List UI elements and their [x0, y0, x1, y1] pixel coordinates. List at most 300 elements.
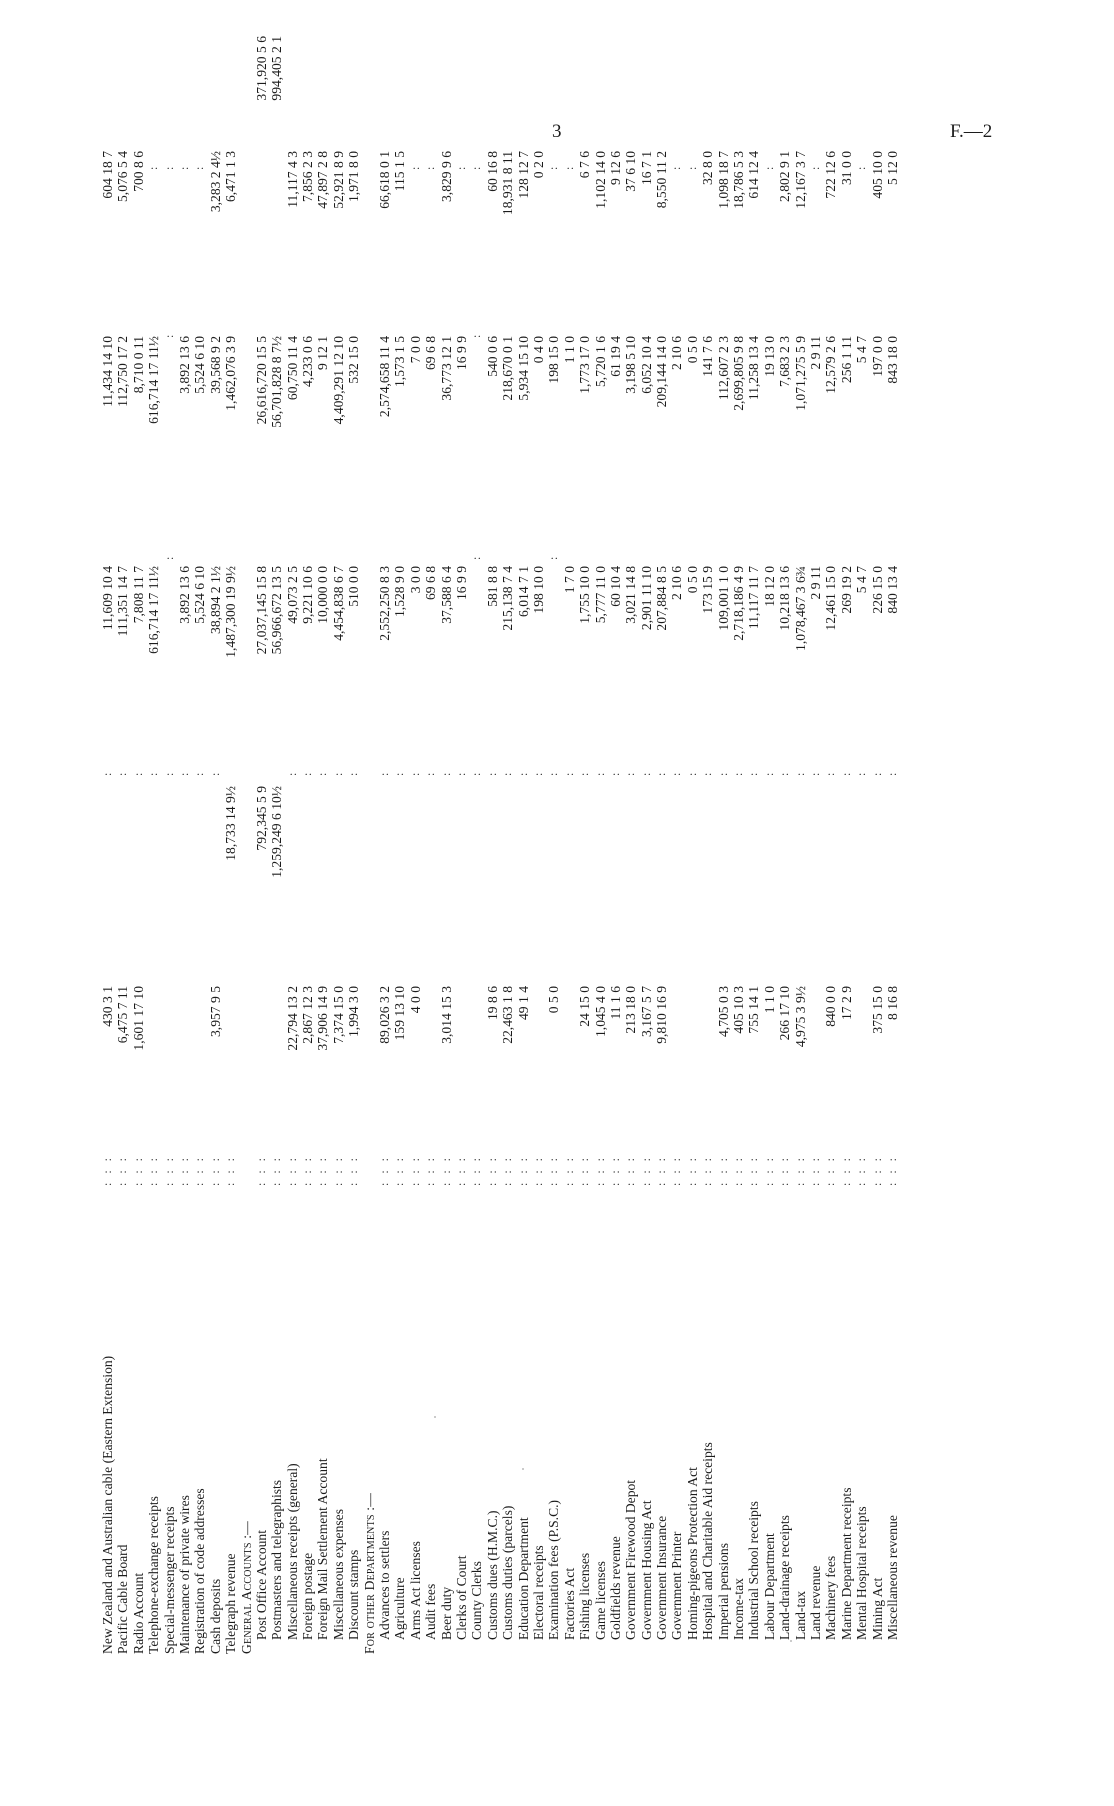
- leader-dots: :: [623, 769, 638, 776]
- amount-cell: 22,794 13 2: [284, 986, 300, 1051]
- table-row: [746, 16, 761, 1656]
- row-label: Miscellaneous revenue: [884, 1515, 900, 1640]
- row-label: Land-drainage receipts: [777, 1515, 793, 1640]
- document-reference: F.—2: [950, 121, 993, 142]
- leader-dots: :: [469, 163, 484, 170]
- leader-dots: :: [731, 769, 746, 776]
- amount-cell: 218,670 0 1: [500, 336, 516, 401]
- amount-cell: 89,026 3 2: [377, 986, 393, 1044]
- amount-cell: 755 14 1: [746, 986, 762, 1034]
- leader-dots: : : :: [346, 1154, 361, 1186]
- amount-cell: 207,884 8 5: [654, 566, 670, 631]
- amount-cell: 31 0 0: [838, 151, 854, 185]
- amount-cell: 115 1 5: [392, 151, 408, 192]
- amount-cell: 7 0 0: [407, 336, 423, 364]
- amount-cell: 37 6 10: [623, 151, 639, 192]
- amount-cell: 1,462,076 3 9: [223, 336, 239, 411]
- leader-dots: :: [807, 163, 822, 170]
- leader-dots: :: [761, 769, 776, 776]
- leader-dots: : : :: [715, 1154, 730, 1186]
- amount-cell: 12,167 3 7: [792, 151, 808, 209]
- leader-dots: :: [638, 769, 653, 776]
- table-row: [839, 16, 854, 1656]
- leader-dots: :: [407, 163, 422, 170]
- leader-dots: :: [854, 769, 869, 776]
- amount-cell: 1,971 8 0: [346, 151, 362, 202]
- amount-cell: 2 10 6: [669, 566, 685, 600]
- row-label: Hospital and Charitable Aid receipts: [700, 1442, 716, 1640]
- leader-dots: : : :: [561, 1154, 576, 1186]
- page-number: 3: [552, 121, 562, 142]
- leader-dots: : : :: [623, 1154, 638, 1186]
- amount-cell: 52,921 8 9: [330, 151, 346, 209]
- amount-cell: 4,409,291 12 10: [330, 336, 346, 425]
- amount-cell: 60 16 8: [484, 151, 500, 192]
- table-row: [239, 16, 254, 1656]
- amount-cell: 47,897 2 8: [315, 151, 331, 209]
- leader-dots: :: [469, 331, 484, 338]
- leader-dots: :: [346, 769, 361, 776]
- leader-dots: :: [746, 769, 761, 776]
- leader-dots: :: [176, 769, 191, 776]
- amount-cell: 1 1 0: [561, 336, 577, 364]
- table-row: [608, 16, 623, 1656]
- table-row: [146, 16, 161, 1656]
- leader-dots: :: [161, 769, 176, 776]
- amount-cell: 10,000 0 0: [315, 566, 331, 624]
- table-row: [300, 16, 315, 1656]
- amount-cell: 3,957 9 5: [207, 986, 223, 1037]
- table-row: [223, 16, 238, 1656]
- row-label: Radio Account: [130, 1572, 146, 1654]
- amount-cell: 12,461 15 0: [823, 566, 839, 631]
- leader-dots: :: [515, 769, 530, 776]
- leader-dots: :: [561, 163, 576, 170]
- leader-dots: :: [807, 769, 822, 776]
- table-row: [531, 16, 546, 1656]
- row-label: Beer duty: [438, 1586, 454, 1640]
- row-label: Machinery fees: [823, 1555, 839, 1640]
- amount-cell: 9 12 6: [607, 151, 623, 185]
- table-row: [315, 16, 330, 1656]
- row-label: Factories Act: [561, 1567, 577, 1640]
- leader-dots: : : :: [115, 1154, 130, 1186]
- amount-cell: 8,550 11 2: [654, 151, 670, 209]
- row-label: Special-messenger receipts: [161, 1506, 177, 1654]
- amount-cell: 109,001 1 0: [715, 566, 731, 631]
- row-label: Miscellaneous expenses: [330, 1509, 346, 1640]
- row-label: Advances to settlers: [377, 1530, 393, 1640]
- amount-cell: 7,374 15 0: [330, 986, 346, 1044]
- leader-dots: : : :: [731, 1154, 746, 1186]
- leader-dots: :: [453, 769, 468, 776]
- amount-cell: 56,701,828 8 7½: [269, 336, 285, 428]
- amount-cell: 7,683 2 3: [777, 336, 793, 387]
- amount-cell: 60 10 4: [607, 566, 623, 607]
- leader-dots: : : :: [392, 1154, 407, 1186]
- leader-dots: :: [192, 163, 207, 170]
- leader-dots: :: [469, 553, 484, 560]
- row-label: Homing-pigeons Protection Act: [684, 1467, 700, 1640]
- amount-cell: 37,588 6 4: [438, 566, 454, 624]
- amount-cell: 7,808 11 7: [130, 566, 146, 624]
- row-label: Electoral receipts: [530, 1545, 546, 1640]
- table-row: [408, 16, 423, 1656]
- table-row: [777, 16, 792, 1656]
- row-label: Goldfields revenue: [607, 1536, 623, 1640]
- table-row: [346, 16, 361, 1656]
- table-row: [500, 16, 515, 1656]
- row-label: Clerks of Court: [453, 1555, 469, 1640]
- amount-cell: 37,906 14 9: [315, 986, 331, 1051]
- leader-dots: :: [546, 553, 561, 560]
- leader-dots: : : :: [607, 1154, 622, 1186]
- row-label: Cash deposits: [207, 1578, 223, 1654]
- amount-cell: 112,607 2 3: [715, 336, 731, 401]
- table-row: [331, 16, 346, 1656]
- leader-dots: :: [577, 769, 592, 776]
- leader-dots: :: [669, 163, 684, 170]
- amount-cell: 375 15 0: [869, 986, 885, 1034]
- leader-dots: : : :: [130, 1154, 145, 1186]
- amount-cell: 2,552,250 8 3: [377, 566, 393, 641]
- table-row: [377, 16, 392, 1656]
- leader-dots: :: [207, 769, 222, 776]
- table-row: [362, 16, 377, 1656]
- leader-dots: : : :: [823, 1154, 838, 1186]
- table-row: [885, 16, 900, 1656]
- amount-cell: 1,098 18 7: [715, 151, 731, 209]
- leader-dots: : : :: [469, 1154, 484, 1186]
- table-row: [716, 16, 731, 1656]
- amount-cell: 6,475 7 11: [115, 986, 131, 1044]
- leader-dots: :: [500, 769, 515, 776]
- amount-cell: 616,714 17 11½: [146, 336, 162, 424]
- amount-cell: 2 9 11: [807, 336, 823, 370]
- table-row: [808, 16, 823, 1656]
- amount-cell: 792,345 5 9: [253, 786, 269, 851]
- amount-cell: 8 16 8: [884, 986, 900, 1020]
- amount-cell: 16 9 9: [453, 566, 469, 600]
- row-label: Post Office Account: [253, 1530, 269, 1640]
- leader-dots: :: [130, 769, 145, 776]
- leader-dots: :: [423, 163, 438, 170]
- amount-cell: 6,471 1 3: [223, 151, 239, 202]
- amount-cell: 8,710 0 11: [130, 336, 146, 394]
- table-row: [700, 16, 715, 1656]
- amount-cell: 0 5 0: [684, 336, 700, 364]
- amount-cell: 1 7 0: [561, 566, 577, 594]
- table-row: [208, 16, 223, 1656]
- leader-dots: :: [192, 769, 207, 776]
- leader-dots: :: [146, 769, 161, 776]
- leader-dots: :: [330, 769, 345, 776]
- table-row: [162, 16, 177, 1656]
- leader-dots: :: [884, 769, 899, 776]
- table-row: [731, 16, 746, 1656]
- amount-cell: 198 15 0: [546, 336, 562, 384]
- amount-cell: 209,144 14 0: [654, 336, 670, 408]
- leader-dots: : : :: [407, 1154, 422, 1186]
- amount-cell: 616,714 17 11½: [146, 566, 162, 654]
- amount-cell: 510 0 0: [346, 566, 362, 607]
- leader-dots: : : :: [484, 1154, 499, 1186]
- row-label: Examination fees (P.S.C.): [546, 1499, 562, 1640]
- amount-cell: 371,920 5 6: [253, 36, 269, 101]
- table-row: [254, 16, 269, 1656]
- amount-cell: 66,618 0 1: [377, 151, 393, 209]
- amount-cell: 0 5 0: [684, 566, 700, 594]
- amount-cell: 12,579 2 6: [823, 336, 839, 394]
- amount-cell: 159 13 10: [392, 986, 408, 1041]
- row-label: Customs duties (parcels): [500, 1505, 516, 1640]
- row-label: Registration of code addresses: [192, 1488, 208, 1654]
- amount-cell: 18,931 8 11: [500, 151, 516, 216]
- amount-cell: 3,021 14 8: [623, 566, 639, 624]
- amount-cell: 19 13 0: [761, 336, 777, 377]
- table-row: [516, 16, 531, 1656]
- row-label: Pacific Cable Board: [115, 1544, 131, 1654]
- rotated-ledger-table: [100, 16, 1110, 1656]
- row-label: Miscellaneous receipts (general): [284, 1463, 300, 1640]
- leader-dots: :: [407, 769, 422, 776]
- leader-dots: : : :: [869, 1154, 884, 1186]
- section-heading: For other Departments :—: [361, 1492, 377, 1654]
- leader-dots: : : :: [515, 1154, 530, 1186]
- leader-dots: :: [669, 769, 684, 776]
- amount-cell: 700 8 6: [130, 151, 146, 192]
- leader-dots: :: [100, 769, 114, 776]
- amount-cell: 1,755 10 0: [577, 566, 593, 624]
- amount-cell: 213 18 0: [623, 986, 639, 1034]
- amount-cell: 1 1 0: [761, 986, 777, 1014]
- amount-cell: 6 7 6: [577, 151, 593, 179]
- row-label: Mining Act: [869, 1577, 885, 1640]
- leader-dots: : : :: [577, 1154, 592, 1186]
- row-label: Customs dues (H.M.C.): [484, 1510, 500, 1640]
- amount-cell: 1,601 17 10: [130, 986, 146, 1051]
- leader-dots: :: [115, 769, 130, 776]
- table-row: [685, 16, 700, 1656]
- table-row: [454, 16, 469, 1656]
- leader-dots: : : :: [284, 1154, 299, 1186]
- leader-dots: :: [161, 331, 176, 338]
- section-heading: General Accounts :—: [238, 1521, 254, 1654]
- row-label: Discount stamps: [346, 1549, 362, 1640]
- amount-cell: 1,045 4 0: [592, 986, 608, 1037]
- leader-dots: : : :: [330, 1154, 345, 1186]
- amount-cell: 1,259,249 6 10½: [269, 786, 285, 878]
- leader-dots: : : :: [500, 1154, 515, 1186]
- row-label: County Clerks: [469, 1561, 485, 1640]
- amount-cell: 16 7 1: [638, 151, 654, 185]
- leader-dots: :: [176, 163, 191, 170]
- leader-dots: :: [161, 553, 176, 560]
- amount-cell: 18,733 14 9½: [223, 786, 239, 861]
- amount-cell: 56,966,672 13 5: [269, 566, 285, 655]
- row-label: Labour Department: [761, 1533, 777, 1640]
- amount-cell: 2,802 9 1: [777, 151, 793, 202]
- amount-cell: 36,773 12 1: [438, 336, 454, 401]
- leader-dots: :: [684, 163, 699, 170]
- table-row: [439, 16, 454, 1656]
- row-label: Agriculture: [392, 1577, 408, 1640]
- leader-dots: : : :: [423, 1154, 438, 1186]
- row-label: Postmasters and telegraphists: [269, 1479, 285, 1640]
- amount-cell: 581 8 8: [484, 566, 500, 607]
- row-label: Telephone-exchange receipts: [146, 1496, 162, 1654]
- table-row: [823, 16, 838, 1656]
- row-label: Land-tax: [792, 1590, 808, 1640]
- row-label: Marine Department receipts: [838, 1487, 854, 1640]
- amount-cell: 4,233 0 6: [300, 336, 316, 387]
- amount-cell: 430 3 1: [100, 986, 115, 1027]
- leader-dots: :: [469, 769, 484, 776]
- table-row: [577, 16, 592, 1656]
- amount-cell: 5,934 15 10: [515, 336, 531, 401]
- leader-dots: : : :: [700, 1154, 715, 1186]
- amount-cell: 197 0 0: [869, 336, 885, 377]
- table-row: [562, 16, 577, 1656]
- leader-dots: : : :: [777, 1154, 792, 1186]
- leader-dots: : : :: [100, 1154, 114, 1186]
- amount-cell: 3,198 5 10: [623, 336, 639, 394]
- amount-cell: 3,892 13 6: [176, 336, 192, 394]
- amount-cell: 2,867 12 3: [300, 986, 316, 1044]
- row-label: Arms Act licenses: [407, 1541, 423, 1640]
- leader-dots: : : :: [269, 1154, 284, 1186]
- amount-cell: 112,750 17 2: [115, 336, 131, 407]
- amount-cell: 141 7 6: [700, 336, 716, 377]
- leader-dots: :: [854, 163, 869, 170]
- amount-cell: 18,786 5 3: [731, 151, 747, 209]
- row-label: Income-tax: [731, 1578, 747, 1640]
- amount-cell: 49 1 4: [515, 986, 531, 1020]
- amount-cell: 49,073 2 5: [284, 566, 300, 624]
- row-label: Imperial pensions: [715, 1542, 731, 1640]
- leader-dots: :: [530, 769, 545, 776]
- leader-dots: : : :: [253, 1154, 268, 1186]
- amount-cell: 11,117 4 3: [284, 151, 300, 208]
- amount-cell: 5,777 11 0: [592, 566, 608, 624]
- amount-cell: 11,434 14 10: [100, 336, 115, 407]
- row-label: Audit fees: [423, 1583, 439, 1640]
- row-label: New Zealand and Australian cable (Eastern Extension): [100, 1355, 115, 1654]
- row-label: Fishing licenses: [577, 1552, 593, 1640]
- amount-cell: 5,076 5 4: [115, 151, 131, 202]
- leader-dots: : : :: [884, 1154, 899, 1186]
- amount-cell: 10,218 13 6: [777, 566, 793, 631]
- leader-dots: : : :: [377, 1154, 392, 1186]
- amount-cell: 722 12 6: [823, 151, 839, 199]
- leader-dots: :: [607, 769, 622, 776]
- amount-cell: 1,078,467 3 6¾: [792, 566, 808, 651]
- amount-cell: 17 2 9: [838, 986, 854, 1020]
- leader-dots: :: [838, 769, 853, 776]
- leader-dots: : : :: [654, 1154, 669, 1186]
- row-label: Maintenance of private wires: [176, 1495, 192, 1654]
- amount-cell: 9,810 16 9: [654, 986, 670, 1044]
- amount-cell: 5,524 6 10: [192, 336, 208, 394]
- row-label: Government Firewood Depot: [623, 1479, 639, 1640]
- leader-dots: : : :: [807, 1154, 822, 1186]
- leader-dots: :: [484, 769, 499, 776]
- amount-cell: 4 0 0: [407, 986, 423, 1014]
- leader-dots: :: [700, 769, 715, 776]
- table-row: [639, 16, 654, 1656]
- leader-dots: : : :: [146, 1154, 161, 1186]
- leader-dots: :: [546, 163, 561, 170]
- amount-cell: 405 10 3: [731, 986, 747, 1034]
- amount-cell: 3 0 0: [407, 566, 423, 594]
- leader-dots: : : :: [838, 1154, 853, 1186]
- table-row: [269, 16, 284, 1656]
- amount-cell: 2 10 6: [669, 336, 685, 370]
- leader-dots: :: [654, 769, 669, 776]
- amount-cell: 843 18 0: [884, 336, 900, 384]
- leader-dots: :: [761, 163, 776, 170]
- table-row: [469, 16, 484, 1656]
- amount-cell: 11,609 10 4: [100, 566, 115, 631]
- amount-cell: 226 15 0: [869, 566, 885, 614]
- amount-cell: 0 4 0: [530, 336, 546, 364]
- amount-cell: 32 8 0: [700, 151, 716, 185]
- amount-cell: 2 9 11: [807, 566, 823, 600]
- amount-cell: 840 13 4: [884, 566, 900, 614]
- amount-cell: 69 6 8: [423, 566, 439, 600]
- amount-cell: 9 12 1: [315, 336, 331, 370]
- row-label: Industrial School receipts: [746, 1501, 762, 1640]
- table-row: [623, 16, 638, 1656]
- table-row: [485, 16, 500, 1656]
- leader-dots: :: [146, 163, 161, 170]
- row-label: Game licenses: [592, 1561, 608, 1640]
- table-row: [131, 16, 146, 1656]
- amount-cell: 540 0 6: [484, 336, 500, 377]
- leader-dots: :: [377, 769, 392, 776]
- amount-cell: 60,750 11 4: [284, 336, 300, 401]
- row-label: Mental Hospital receipts: [854, 1506, 870, 1640]
- row-label: Telegraph revenue: [223, 1553, 239, 1654]
- amount-cell: 269 19 2: [838, 566, 854, 614]
- leader-dots: : : :: [207, 1154, 222, 1186]
- leader-dots: :: [684, 769, 699, 776]
- leader-dots: : : :: [223, 1154, 238, 1186]
- leader-dots: : : :: [161, 1154, 176, 1186]
- amount-cell: 19 8 6: [484, 986, 500, 1020]
- amount-cell: 2,699,805 9 8: [731, 336, 747, 411]
- amount-cell: 5,720 1 6: [592, 336, 608, 387]
- amount-cell: 6,014 7 1: [515, 566, 531, 617]
- leader-dots: :: [546, 769, 561, 776]
- amount-cell: 1,773 17 0: [577, 336, 593, 394]
- amount-cell: 6,052 10 4: [638, 336, 654, 394]
- leader-dots: : : :: [438, 1154, 453, 1186]
- amount-cell: 198 10 0: [530, 566, 546, 614]
- amount-cell: 9,221 10 6: [300, 566, 316, 624]
- row-label: Foreign Mail Settlement Account: [315, 1458, 331, 1640]
- amount-cell: 16 9 9: [453, 336, 469, 370]
- leader-dots: : : :: [792, 1154, 807, 1186]
- table-row: [593, 16, 608, 1656]
- amount-cell: 128 12 7: [515, 151, 531, 199]
- leader-dots: :: [715, 769, 730, 776]
- leader-dots: :: [777, 769, 792, 776]
- row-label: Land revenue: [807, 1565, 823, 1640]
- amount-cell: 18 12 0: [761, 566, 777, 607]
- leader-dots: : : :: [300, 1154, 315, 1186]
- amount-cell: 5 12 0: [884, 151, 900, 185]
